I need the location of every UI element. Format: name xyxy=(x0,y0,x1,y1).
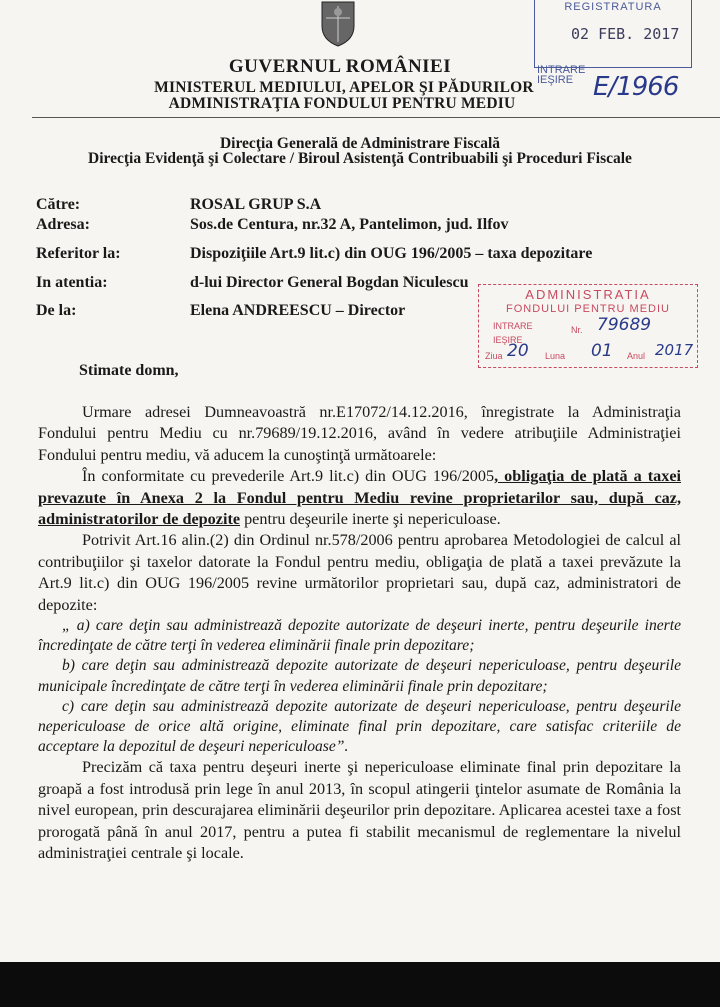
afm-registration-stamp xyxy=(478,284,698,368)
field-label-attention: In atentia: xyxy=(36,274,108,291)
registration-intrare: INTRARE xyxy=(537,64,586,76)
paragraph-3: Potrivit Art.16 alin.(2) din Ordinul nr.578/2006 pentru aprobarea Metodologiei de calcul al contribuţiilor şi taxelor datorate la Fondul pentru mediu, obligaţia de plată a taxei prevăzute la Art.9 lit.c) din OUG 196/2005 revine următorilor proprietari sau, după caz, administratori de depozite: xyxy=(38,531,681,614)
field-label-subject: Referitor la: xyxy=(36,245,121,262)
field-value-subject: Dispoziţiile Art.9 lit.c) din OUG 196/2005 – taxa depozitare xyxy=(190,245,593,262)
administration-title: ADMINISTRAŢIA FONDULUI PENTRU MEDIU xyxy=(168,95,516,112)
field-label-address: Adresa: xyxy=(36,216,90,233)
field-label-to: Către: xyxy=(36,196,81,213)
registration-handwritten-number: E/1966 xyxy=(593,72,679,102)
afm-stamp-line1: ADMINISTRATIA xyxy=(525,287,651,302)
header-divider xyxy=(32,117,720,118)
registration-stamp-title: REGISTRATURA xyxy=(564,1,662,13)
paragraph-2-end: pentru deşeurile inerte şi nepericuloase. xyxy=(240,510,501,529)
letter-body xyxy=(38,402,681,865)
afm-stamp-ziua-label: Ziua xyxy=(485,351,503,361)
field-value-from: Elena ANDREESCU – Director xyxy=(190,302,406,319)
afm-stamp-month: 01 xyxy=(591,341,613,361)
paragraph-2 xyxy=(38,466,681,530)
afm-stamp-nr-label: Nr. xyxy=(571,325,583,335)
coat-of-arms-icon xyxy=(318,0,358,48)
directorate-title: Direcţia Generală de Administrare Fiscală xyxy=(219,135,501,152)
quote-b: b) care deţin sau administrează depozite autorizate de deşeuri nepericuloase, pentru deşeurile municipale încredinţate de către terţi în vederea eliminării finale prin depozitare; xyxy=(38,657,681,695)
field-value-to: ROSAL GRUP S.A xyxy=(190,196,322,213)
paragraph-2-start: În conformitate cu prevederile Art.9 lit.c) din OUG 196/2005 xyxy=(82,467,495,486)
afm-stamp-day: 20 xyxy=(507,341,529,361)
paragraph-1: Urmare adresei Dumneavoastră nr.E17072/14.12.2016, înregistrate la Administraţia Fondului pentru Mediu cu nr.79689/19.12.2016, având în vedere atribuţiile Administraţiei Fondului pentru mediu, vă aducem la cunoştinţă următoarele: xyxy=(38,403,681,464)
afm-stamp-intrare: INTRARE xyxy=(493,321,533,331)
paragraph-2-emphasis: , obligaţia de plată a taxei prevazute în Anexa 2 la Fondul pentru Mediu revine proprietarilor sau, după caz, administratorilor de depozite xyxy=(38,467,682,529)
field-value-address: Sos.de Centura, nr.32 A, Pantelimon, jud. Ilfov xyxy=(190,216,509,233)
government-title: GUVERNUL ROMÂNIEI xyxy=(228,56,452,77)
greeting: Stimate domn, xyxy=(79,362,179,379)
field-value-attention: d-lui Director General Bogdan Niculescu xyxy=(190,274,469,291)
afm-stamp-line2: FONDULUI PENTRU MEDIU xyxy=(505,303,670,315)
paragraph-4: Precizăm că taxa pentru deşeuri inerte şi nepericuloase eliminate final prin depozitare la groapă a fost introdusă prin lege în anul 2013, în scopul atingerii ţintelor asumate de România la nivel european, prin descurajarea eliminării deşeurilor prin depozitare. Aplicarea acestei taxe a fost prorogată până în anul 2017, pentru a putea fi stabilit mecanismul de reglementare la nivelul administraţiei centrale şi locale. xyxy=(38,758,681,863)
afm-stamp-year: 2017 xyxy=(655,341,694,359)
afm-stamp-luna-label: Luna xyxy=(545,351,566,361)
afm-stamp-anul-label: Anul xyxy=(627,351,646,361)
bottom-bar xyxy=(0,962,720,1007)
department-title: Direcţia Evidenţă şi Colectare / Biroul Asistenţă Contribuabili şi Proceduri Fiscale xyxy=(88,150,632,167)
ministry-title: MINISTERUL MEDIULUI, APELOR ŞI PĂDURILOR xyxy=(154,79,534,96)
afm-stamp-iesire: IEŞIRE xyxy=(493,335,523,345)
registration-stamp-date: 02 FEB. 2017 xyxy=(571,25,680,43)
registration-iesire: IEŞIRE xyxy=(537,74,574,86)
quote-a: „ a) care deţin sau administrează depozite autorizate de deşeuri inerte, pentru deşeurile inerte încredinţate de către terţi în vederea eliminării finale prin depozitare; xyxy=(38,617,681,655)
quote-c: c) care deţin sau administrează depozite autorizate de deşeuri nepericuloase, pentru deşeurile nepericuloase de orice altă origine, eliminate final prin depozitare, care satisfac criteriile de acceptare la depozitul de deşeuri nepericuloase”. xyxy=(38,697,681,756)
field-label-from: De la: xyxy=(36,302,77,319)
afm-stamp-number: 79689 xyxy=(597,315,652,335)
